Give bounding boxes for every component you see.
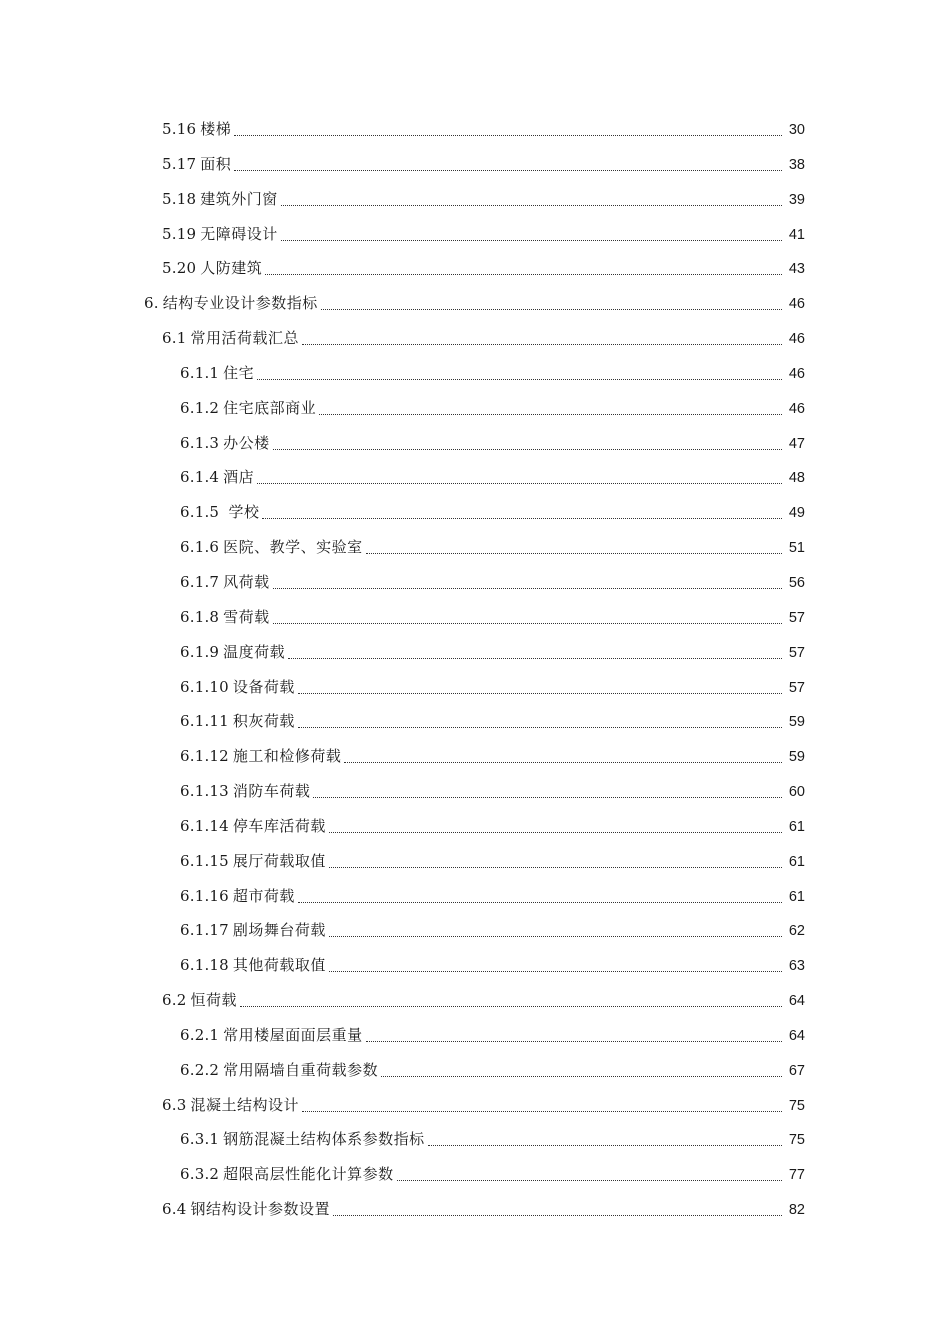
toc-entry-6-1-5[interactable]: [0, 500, 950, 535]
toc-entry-title: 设备荷载: [232, 677, 295, 696]
dot-leader: [257, 378, 782, 380]
dot-leader: [366, 1040, 782, 1042]
toc-entry-page: 77: [788, 1167, 805, 1184]
toc-entry-line[interactable]: [180, 779, 805, 803]
toc-entry-title: 混凝土结构设计: [190, 1095, 299, 1114]
toc-entry-number: 5.19: [162, 224, 197, 243]
toc-entry-5-16[interactable]: [0, 117, 950, 152]
toc-entry-line[interactable]: [180, 431, 805, 455]
toc-entry-page: 46: [788, 296, 805, 313]
toc-entry-title: 常用活荷载汇总: [190, 329, 299, 348]
toc-entry-page: 46: [788, 400, 805, 417]
toc-entry-6-3-1[interactable]: [0, 1127, 950, 1162]
toc-entry-page: 57: [788, 644, 805, 661]
toc-entry-6-1-4[interactable]: [0, 465, 950, 500]
toc-entry-number: 6.1.14: [180, 816, 229, 835]
toc-entry-number: 5.17: [162, 154, 197, 173]
toc-entry-number: 6.2: [162, 991, 187, 1010]
toc-entry-6-1[interactable]: [0, 326, 950, 361]
toc-entry-6-1-1[interactable]: [0, 361, 950, 396]
toc-entry-6-1-9[interactable]: [0, 640, 950, 675]
dot-leader: [265, 273, 782, 275]
toc-entry-number: 6.3.2: [180, 1165, 220, 1184]
toc-entry-line[interactable]: [180, 884, 805, 908]
toc-entry-number: 5.20: [162, 259, 197, 278]
toc-entry-page: 46: [788, 365, 805, 382]
toc-entry-page: 62: [788, 923, 805, 940]
toc-entry-page: 82: [788, 1202, 805, 1219]
toc-entry-line[interactable]: [180, 1162, 805, 1186]
toc-entry-number: 6.1.15: [180, 851, 229, 870]
toc-entry-page: 48: [788, 470, 805, 487]
dot-leader: [321, 308, 782, 310]
toc-entry-page: 57: [788, 679, 805, 696]
dot-leader: [281, 204, 782, 206]
toc-entry-title: 住宅: [223, 363, 255, 382]
dot-leader: [313, 796, 782, 798]
toc-entry-6-1-18[interactable]: [0, 953, 950, 988]
toc-entry-page: 75: [788, 1097, 805, 1114]
toc-entry-page: 51: [788, 540, 805, 557]
toc-entry-title: 施工和检修荷载: [232, 747, 342, 766]
toc-entry-number: 6.2.1: [180, 1025, 220, 1044]
toc-entry-number: 6.1.3: [180, 433, 220, 452]
toc-entry-page: 56: [788, 574, 805, 591]
dot-leader: [298, 726, 782, 728]
dot-leader: [344, 761, 782, 763]
toc-entry-line[interactable]: [180, 744, 805, 768]
toc-entry-title: 消防车荷载: [232, 782, 311, 801]
toc-entry-number: 5.16: [162, 120, 197, 138]
toc-entry-6-2-2[interactable]: [0, 1058, 950, 1093]
toc-entry-number: 6.3: [162, 1095, 187, 1114]
toc-entry-page: 75: [788, 1132, 805, 1149]
toc-entry-title: 钢筋混凝土结构体系参数指标: [223, 1130, 425, 1149]
toc-entry-line[interactable]: [180, 535, 805, 559]
dot-leader: [273, 622, 782, 624]
toc-entry-page: 39: [788, 191, 805, 208]
toc-entry-6-1-15[interactable]: [0, 849, 950, 884]
toc-entry-line[interactable]: [162, 152, 805, 176]
toc-entry-title: 面积: [200, 154, 232, 173]
toc-entry-number: 6.1.8: [180, 607, 220, 626]
toc-entry-page: 67: [788, 1062, 805, 1079]
toc-entry-title: 住宅底部商业: [223, 398, 317, 417]
toc-entry-6-1-14[interactable]: [0, 814, 950, 849]
toc-entry-6-2-1[interactable]: [0, 1023, 950, 1058]
toc-entry-6-1-2[interactable]: [0, 396, 950, 431]
toc-entry-line[interactable]: [180, 1023, 805, 1047]
dot-leader: [333, 1214, 782, 1216]
toc-entry-number: 6.1.13: [180, 782, 229, 801]
toc-entry-number: 6.1.5: [180, 503, 220, 522]
dot-leader: [257, 482, 782, 484]
toc-entry-number: 6.1.16: [180, 886, 229, 905]
dot-leader: [302, 343, 782, 345]
toc-entry-6-1-7[interactable]: [0, 570, 950, 605]
toc-entry-line[interactable]: [180, 953, 805, 977]
toc-entry-number: 5.18: [162, 189, 197, 208]
toc-entry-page: 43: [788, 261, 805, 278]
toc-entry-title: 常用隔墙自重荷载参数: [223, 1060, 379, 1079]
toc-entry-number: 6.1.2: [180, 398, 220, 417]
toc-entry-page: 64: [788, 1027, 805, 1044]
toc-entry-5-19[interactable]: [0, 222, 950, 257]
toc-entry-title: 剧场舞台荷载: [232, 921, 326, 940]
dot-leader: [298, 692, 782, 694]
toc-entry-title: 酒店: [223, 468, 255, 487]
dot-leader: [298, 901, 782, 903]
toc-entry-title: 学校: [223, 503, 260, 522]
dot-leader: [319, 413, 782, 415]
dot-leader: [234, 134, 782, 136]
dot-leader: [428, 1144, 782, 1146]
toc-entry-line[interactable]: [180, 709, 805, 733]
toc-entry-title: 其他荷载取值: [232, 956, 326, 975]
toc-entry-title: 雪荷载: [223, 607, 270, 626]
toc-entry-6-4[interactable]: [0, 1197, 950, 1232]
dot-leader: [329, 866, 782, 868]
toc-entry-page: 63: [788, 958, 805, 975]
toc-entry-6-1-16[interactable]: [0, 884, 950, 919]
toc-entry-page: 46: [788, 331, 805, 348]
toc-entry-number: 6.3.1: [180, 1130, 220, 1149]
toc-entry-6-1-11[interactable]: [0, 709, 950, 744]
toc-entry-number: 6.1: [162, 329, 187, 348]
toc-entry-line[interactable]: [180, 1058, 805, 1082]
toc-entry-number: 6.1.6: [180, 538, 220, 557]
toc-entry-number: 6.1.7: [180, 572, 220, 591]
toc-entry-number: 6.4: [162, 1200, 187, 1219]
toc-entry-title: 展厅荷载取值: [232, 851, 326, 870]
toc-entry-page: 59: [788, 714, 805, 731]
toc-entry-title: 停车库活荷载: [232, 816, 326, 835]
toc-entry-line[interactable]: [180, 849, 805, 873]
dot-leader: [397, 1179, 782, 1181]
toc-entry-line[interactable]: [180, 570, 805, 594]
toc-entry-line[interactable]: [180, 814, 805, 838]
toc-entry-page: 47: [788, 435, 805, 452]
dot-leader: [329, 831, 782, 833]
toc-entry-title: 办公楼: [223, 433, 270, 452]
toc-entry-6-3-2[interactable]: [0, 1162, 950, 1197]
toc-entry-title: 风荷载: [223, 572, 270, 591]
toc-entry-6-2[interactable]: [0, 988, 950, 1023]
toc-entry-title: 建筑外门窗: [200, 189, 278, 208]
toc-entry-5-18[interactable]: [0, 187, 950, 222]
toc-entry-page: 64: [788, 993, 805, 1010]
toc-entry-page: 60: [788, 784, 805, 801]
toc-entry-title: 积灰荷载: [232, 712, 295, 731]
toc-entry-line[interactable]: [180, 500, 805, 524]
dot-leader: [240, 1005, 782, 1007]
toc-entry-page: 61: [788, 888, 805, 905]
toc-entry-title: 常用楼屋面面层重量: [223, 1025, 363, 1044]
toc-entry-6-1-13[interactable]: [0, 779, 950, 814]
toc-entry-line[interactable]: [162, 256, 805, 280]
toc-entry-number: 6.1.18: [180, 956, 229, 975]
toc-entry-6[interactable]: [0, 291, 950, 326]
dot-leader: [288, 657, 782, 659]
toc-entry-page: 49: [788, 505, 805, 522]
dot-leader: [262, 517, 782, 519]
toc-entry-line[interactable]: [162, 117, 805, 141]
toc-entry-6-1-3[interactable]: [0, 431, 950, 466]
toc-entry-line[interactable]: [162, 1093, 805, 1117]
toc-entry-line[interactable]: [162, 222, 805, 246]
toc-entry-line[interactable]: [162, 988, 805, 1012]
toc-entry-page: 57: [788, 609, 805, 626]
toc-entry-6-1-10[interactable]: [0, 675, 950, 710]
dot-leader: [329, 935, 782, 937]
toc-entry-line[interactable]: [162, 1197, 805, 1221]
toc-entry-5-20[interactable]: [0, 256, 950, 291]
toc-entry-title: 医院、教学、实验室: [223, 538, 363, 557]
toc-entry-title: 钢结构设计参数设置: [190, 1200, 330, 1219]
toc-entry-number: 6.1.1: [180, 363, 220, 382]
toc-entry-number: 6.1.4: [180, 468, 220, 487]
toc-entry-number: 6.1.10: [180, 677, 229, 696]
toc-entry-6-1-12[interactable]: [0, 744, 950, 779]
toc-entry-line[interactable]: [180, 396, 805, 420]
toc-entry-6-1-17[interactable]: [0, 918, 950, 953]
toc-entry-title: 人防建筑: [200, 259, 263, 278]
toc-entry-title: 超限高层性能化计算参数: [223, 1165, 394, 1184]
dot-leader: [329, 970, 782, 972]
toc-entry-line[interactable]: [180, 1127, 805, 1151]
toc-entry-page: 41: [788, 226, 805, 243]
dot-leader: [273, 587, 782, 589]
toc-entry-line[interactable]: [180, 918, 805, 942]
toc-entry-number: 6.1.12: [180, 747, 229, 766]
dot-leader: [281, 239, 782, 241]
dot-leader: [273, 448, 782, 450]
dot-leader: [234, 169, 782, 171]
toc-entry-page: 38: [788, 156, 805, 173]
toc-entry-title: 楼梯: [200, 120, 232, 138]
toc-entry-page: 30: [788, 122, 805, 138]
toc-entry-6-1-6[interactable]: [0, 535, 950, 570]
toc-entry-line[interactable]: [180, 605, 805, 629]
toc-entry-line[interactable]: [180, 465, 805, 489]
toc-entry-line[interactable]: [162, 187, 805, 211]
table-of-contents: [0, 117, 950, 1232]
dot-leader: [302, 1110, 782, 1112]
toc-entry-5-17[interactable]: [0, 152, 950, 187]
toc-entry-title: 无障碍设计: [200, 224, 278, 243]
toc-entry-line[interactable]: [180, 361, 805, 385]
toc-entry-title: 结构专业设计参数指标: [162, 294, 318, 313]
toc-entry-number: 6.1.11: [180, 712, 229, 731]
dot-leader: [381, 1075, 782, 1077]
toc-entry-page: 61: [788, 818, 805, 835]
toc-entry-number: 6.: [144, 294, 159, 313]
toc-entry-title: 超市荷载: [232, 886, 295, 905]
toc-entry-number: 6.1.17: [180, 921, 229, 940]
toc-entry-title: 温度荷载: [223, 642, 286, 661]
toc-entry-line[interactable]: [144, 291, 805, 315]
toc-entry-line[interactable]: [180, 675, 805, 699]
toc-entry-line[interactable]: [162, 326, 805, 350]
toc-entry-6-1-8[interactable]: [0, 605, 950, 640]
toc-entry-title: 恒荷载: [190, 991, 237, 1010]
toc-entry-number: 6.1.9: [180, 642, 220, 661]
toc-entry-line[interactable]: [180, 640, 805, 664]
toc-entry-number: 6.2.2: [180, 1060, 220, 1079]
toc-entry-6-3[interactable]: [0, 1093, 950, 1128]
toc-entry-page: 59: [788, 749, 805, 766]
dot-leader: [366, 552, 782, 554]
toc-entry-page: 61: [788, 853, 805, 870]
